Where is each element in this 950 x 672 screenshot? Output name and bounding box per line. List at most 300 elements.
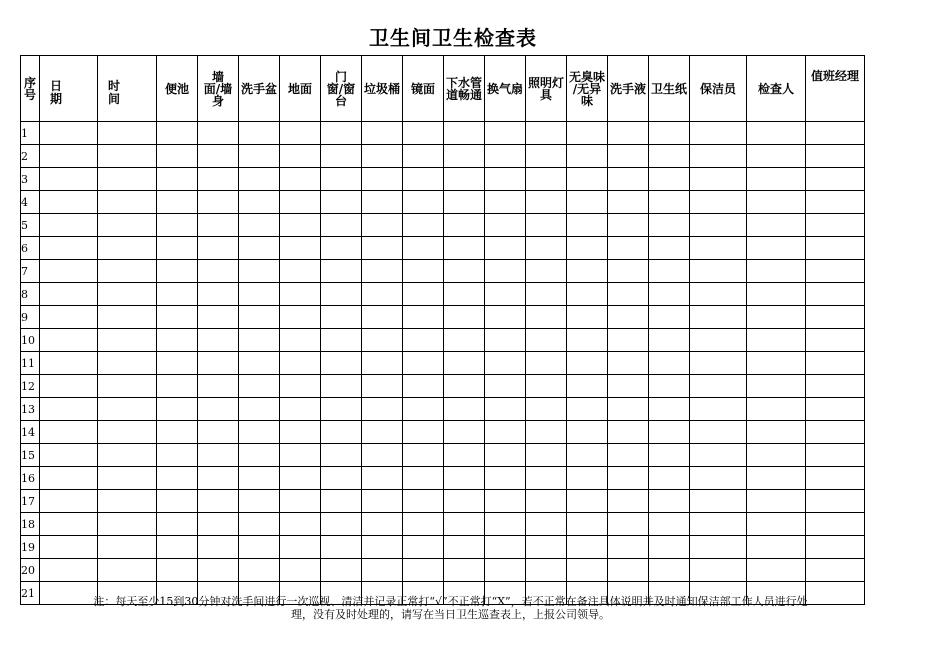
entry-cell[interactable] [98,145,157,168]
entry-cell[interactable] [362,352,403,375]
entry-cell[interactable] [806,306,865,329]
entry-cell[interactable] [567,490,608,513]
entry-cell[interactable] [526,467,567,490]
entry-cell[interactable] [608,329,649,352]
entry-cell[interactable] [40,375,98,398]
entry-cell[interactable] [526,214,567,237]
entry-cell[interactable] [239,306,280,329]
entry-cell[interactable] [321,191,362,214]
entry-cell[interactable] [98,329,157,352]
entry-cell[interactable] [198,306,239,329]
entry-cell[interactable] [321,306,362,329]
entry-cell[interactable] [239,467,280,490]
entry-cell[interactable] [690,145,747,168]
entry-cell[interactable] [806,375,865,398]
entry-cell[interactable] [40,536,98,559]
entry-cell[interactable] [649,191,690,214]
entry-cell[interactable] [567,260,608,283]
entry-cell[interactable] [280,214,321,237]
entry-cell[interactable] [690,191,747,214]
entry-cell[interactable] [98,559,157,582]
entry-cell[interactable] [40,306,98,329]
entry-cell[interactable] [198,398,239,421]
entry-cell[interactable] [567,168,608,191]
entry-cell[interactable] [403,329,444,352]
entry-cell[interactable] [608,490,649,513]
entry-cell[interactable] [280,329,321,352]
entry-cell[interactable] [239,145,280,168]
entry-cell[interactable] [280,398,321,421]
entry-cell[interactable] [806,191,865,214]
entry-cell[interactable] [280,421,321,444]
entry-cell[interactable] [321,168,362,191]
entry-cell[interactable] [239,260,280,283]
entry-cell[interactable] [649,145,690,168]
entry-cell[interactable] [485,306,526,329]
entry-cell[interactable] [526,191,567,214]
entry-cell[interactable] [649,329,690,352]
entry-cell[interactable] [362,260,403,283]
entry-cell[interactable] [239,398,280,421]
entry-cell[interactable] [690,559,747,582]
entry-cell[interactable] [403,306,444,329]
entry-cell[interactable] [526,329,567,352]
entry-cell[interactable] [239,513,280,536]
entry-cell[interactable] [444,168,485,191]
entry-cell[interactable] [198,145,239,168]
entry-cell[interactable] [157,444,198,467]
entry-cell[interactable] [157,536,198,559]
entry-cell[interactable] [280,191,321,214]
entry-cell[interactable] [806,122,865,145]
entry-cell[interactable] [198,329,239,352]
entry-cell[interactable] [321,444,362,467]
entry-cell[interactable] [806,444,865,467]
entry-cell[interactable] [362,122,403,145]
entry-cell[interactable] [403,352,444,375]
entry-cell[interactable] [98,283,157,306]
entry-cell[interactable] [362,559,403,582]
entry-cell[interactable] [198,260,239,283]
entry-cell[interactable] [690,444,747,467]
entry-cell[interactable] [747,214,806,237]
entry-cell[interactable] [806,260,865,283]
entry-cell[interactable] [280,352,321,375]
entry-cell[interactable] [280,260,321,283]
entry-cell[interactable] [403,191,444,214]
entry-cell[interactable] [157,375,198,398]
entry-cell[interactable] [98,375,157,398]
entry-cell[interactable] [362,490,403,513]
entry-cell[interactable] [403,237,444,260]
entry-cell[interactable] [239,122,280,145]
entry-cell[interactable] [806,283,865,306]
entry-cell[interactable] [321,145,362,168]
entry-cell[interactable] [608,513,649,536]
entry-cell[interactable] [98,306,157,329]
entry-cell[interactable] [98,237,157,260]
entry-cell[interactable] [362,398,403,421]
entry-cell[interactable] [526,237,567,260]
entry-cell[interactable] [403,467,444,490]
entry-cell[interactable] [608,352,649,375]
entry-cell[interactable] [567,283,608,306]
entry-cell[interactable] [98,168,157,191]
entry-cell[interactable] [567,536,608,559]
entry-cell[interactable] [526,559,567,582]
entry-cell[interactable] [321,559,362,582]
entry-cell[interactable] [485,329,526,352]
entry-cell[interactable] [747,329,806,352]
entry-cell[interactable] [485,536,526,559]
entry-cell[interactable] [157,559,198,582]
entry-cell[interactable] [362,444,403,467]
entry-cell[interactable] [485,352,526,375]
entry-cell[interactable] [649,559,690,582]
entry-cell[interactable] [40,490,98,513]
entry-cell[interactable] [239,214,280,237]
entry-cell[interactable] [403,168,444,191]
entry-cell[interactable] [690,352,747,375]
entry-cell[interactable] [239,490,280,513]
entry-cell[interactable] [485,260,526,283]
entry-cell[interactable] [40,352,98,375]
entry-cell[interactable] [485,122,526,145]
entry-cell[interactable] [321,490,362,513]
entry-cell[interactable] [485,375,526,398]
entry-cell[interactable] [649,214,690,237]
entry-cell[interactable] [280,536,321,559]
entry-cell[interactable] [403,444,444,467]
entry-cell[interactable] [485,421,526,444]
entry-cell[interactable] [362,536,403,559]
entry-cell[interactable] [747,421,806,444]
entry-cell[interactable] [40,145,98,168]
entry-cell[interactable] [280,237,321,260]
entry-cell[interactable] [40,559,98,582]
entry-cell[interactable] [239,352,280,375]
entry-cell[interactable] [485,145,526,168]
entry-cell[interactable] [98,122,157,145]
entry-cell[interactable] [403,559,444,582]
entry-cell[interactable] [321,352,362,375]
entry-cell[interactable] [747,168,806,191]
entry-cell[interactable] [198,237,239,260]
entry-cell[interactable] [321,122,362,145]
entry-cell[interactable] [608,444,649,467]
entry-cell[interactable] [403,421,444,444]
entry-cell[interactable] [690,283,747,306]
entry-cell[interactable] [280,513,321,536]
entry-cell[interactable] [747,260,806,283]
entry-cell[interactable] [362,329,403,352]
entry-cell[interactable] [198,444,239,467]
entry-cell[interactable] [608,467,649,490]
entry-cell[interactable] [690,306,747,329]
entry-cell[interactable] [157,329,198,352]
entry-cell[interactable] [403,375,444,398]
entry-cell[interactable] [157,168,198,191]
entry-cell[interactable] [157,260,198,283]
entry-cell[interactable] [806,329,865,352]
entry-cell[interactable] [157,214,198,237]
entry-cell[interactable] [198,421,239,444]
entry-cell[interactable] [526,398,567,421]
entry-cell[interactable] [321,237,362,260]
entry-cell[interactable] [321,467,362,490]
entry-cell[interactable] [567,559,608,582]
entry-cell[interactable] [98,536,157,559]
entry-cell[interactable] [362,145,403,168]
entry-cell[interactable] [747,122,806,145]
entry-cell[interactable] [747,306,806,329]
entry-cell[interactable] [649,398,690,421]
entry-cell[interactable] [608,168,649,191]
entry-cell[interactable] [157,306,198,329]
entry-cell[interactable] [608,122,649,145]
entry-cell[interactable] [362,306,403,329]
entry-cell[interactable] [239,237,280,260]
entry-cell[interactable] [690,329,747,352]
entry-cell[interactable] [806,168,865,191]
entry-cell[interactable] [98,513,157,536]
entry-cell[interactable] [567,329,608,352]
entry-cell[interactable] [608,421,649,444]
entry-cell[interactable] [806,559,865,582]
entry-cell[interactable] [485,559,526,582]
entry-cell[interactable] [690,536,747,559]
entry-cell[interactable] [526,145,567,168]
entry-cell[interactable] [403,122,444,145]
entry-cell[interactable] [690,260,747,283]
entry-cell[interactable] [321,398,362,421]
entry-cell[interactable] [280,122,321,145]
entry-cell[interactable] [321,214,362,237]
entry-cell[interactable] [567,145,608,168]
entry-cell[interactable] [40,421,98,444]
entry-cell[interactable] [485,283,526,306]
entry-cell[interactable] [485,444,526,467]
entry-cell[interactable] [198,352,239,375]
entry-cell[interactable] [649,421,690,444]
entry-cell[interactable] [567,191,608,214]
entry-cell[interactable] [198,559,239,582]
entry-cell[interactable] [444,375,485,398]
entry-cell[interactable] [526,444,567,467]
entry-cell[interactable] [747,536,806,559]
entry-cell[interactable] [649,122,690,145]
entry-cell[interactable] [649,467,690,490]
entry-cell[interactable] [747,513,806,536]
entry-cell[interactable] [198,214,239,237]
entry-cell[interactable] [526,122,567,145]
entry-cell[interactable] [239,444,280,467]
entry-cell[interactable] [444,490,485,513]
entry-cell[interactable] [321,421,362,444]
entry-cell[interactable] [485,214,526,237]
entry-cell[interactable] [280,559,321,582]
entry-cell[interactable] [321,283,362,306]
entry-cell[interactable] [806,352,865,375]
entry-cell[interactable] [747,490,806,513]
entry-cell[interactable] [403,490,444,513]
entry-cell[interactable] [239,536,280,559]
entry-cell[interactable] [362,421,403,444]
entry-cell[interactable] [444,559,485,582]
entry-cell[interactable] [321,375,362,398]
entry-cell[interactable] [280,375,321,398]
entry-cell[interactable] [747,375,806,398]
entry-cell[interactable] [806,145,865,168]
entry-cell[interactable] [567,214,608,237]
entry-cell[interactable] [690,398,747,421]
entry-cell[interactable] [98,490,157,513]
entry-cell[interactable] [98,191,157,214]
entry-cell[interactable] [444,536,485,559]
entry-cell[interactable] [403,536,444,559]
entry-cell[interactable] [649,513,690,536]
entry-cell[interactable] [239,283,280,306]
entry-cell[interactable] [40,329,98,352]
entry-cell[interactable] [198,191,239,214]
entry-cell[interactable] [526,536,567,559]
entry-cell[interactable] [40,168,98,191]
entry-cell[interactable] [98,398,157,421]
entry-cell[interactable] [40,513,98,536]
entry-cell[interactable] [444,444,485,467]
entry-cell[interactable] [485,168,526,191]
entry-cell[interactable] [806,490,865,513]
entry-cell[interactable] [280,306,321,329]
entry-cell[interactable] [239,559,280,582]
entry-cell[interactable] [806,467,865,490]
entry-cell[interactable] [747,283,806,306]
entry-cell[interactable] [157,122,198,145]
entry-cell[interactable] [485,237,526,260]
entry-cell[interactable] [444,398,485,421]
entry-cell[interactable] [239,168,280,191]
entry-cell[interactable] [747,191,806,214]
entry-cell[interactable] [239,329,280,352]
entry-cell[interactable] [98,352,157,375]
entry-cell[interactable] [608,145,649,168]
entry-cell[interactable] [444,122,485,145]
entry-cell[interactable] [608,214,649,237]
entry-cell[interactable] [649,237,690,260]
entry-cell[interactable] [608,375,649,398]
entry-cell[interactable] [98,444,157,467]
entry-cell[interactable] [567,513,608,536]
entry-cell[interactable] [649,536,690,559]
entry-cell[interactable] [649,352,690,375]
entry-cell[interactable] [567,444,608,467]
entry-cell[interactable] [98,214,157,237]
entry-cell[interactable] [649,490,690,513]
entry-cell[interactable] [403,398,444,421]
entry-cell[interactable] [280,168,321,191]
entry-cell[interactable] [362,513,403,536]
entry-cell[interactable] [403,513,444,536]
entry-cell[interactable] [485,191,526,214]
entry-cell[interactable] [485,513,526,536]
entry-cell[interactable] [40,398,98,421]
entry-cell[interactable] [747,467,806,490]
entry-cell[interactable] [690,490,747,513]
entry-cell[interactable] [444,306,485,329]
entry-cell[interactable] [649,306,690,329]
entry-cell[interactable] [362,467,403,490]
entry-cell[interactable] [649,444,690,467]
entry-cell[interactable] [690,214,747,237]
entry-cell[interactable] [806,536,865,559]
entry-cell[interactable] [649,168,690,191]
entry-cell[interactable] [806,421,865,444]
entry-cell[interactable] [444,421,485,444]
entry-cell[interactable] [608,283,649,306]
entry-cell[interactable] [649,283,690,306]
entry-cell[interactable] [608,536,649,559]
entry-cell[interactable] [321,536,362,559]
entry-cell[interactable] [526,490,567,513]
entry-cell[interactable] [198,536,239,559]
entry-cell[interactable] [362,168,403,191]
entry-cell[interactable] [608,260,649,283]
entry-cell[interactable] [40,191,98,214]
entry-cell[interactable] [444,513,485,536]
entry-cell[interactable] [403,283,444,306]
entry-cell[interactable] [747,559,806,582]
entry-cell[interactable] [444,352,485,375]
entry-cell[interactable] [747,145,806,168]
entry-cell[interactable] [40,283,98,306]
entry-cell[interactable] [403,214,444,237]
entry-cell[interactable] [157,191,198,214]
entry-cell[interactable] [157,145,198,168]
entry-cell[interactable] [40,444,98,467]
entry-cell[interactable] [567,352,608,375]
entry-cell[interactable] [198,490,239,513]
entry-cell[interactable] [567,467,608,490]
entry-cell[interactable] [157,421,198,444]
entry-cell[interactable] [157,490,198,513]
entry-cell[interactable] [157,237,198,260]
entry-cell[interactable] [198,375,239,398]
entry-cell[interactable] [198,467,239,490]
entry-cell[interactable] [485,490,526,513]
entry-cell[interactable] [98,467,157,490]
entry-cell[interactable] [444,283,485,306]
entry-cell[interactable] [444,145,485,168]
entry-cell[interactable] [806,513,865,536]
entry-cell[interactable] [403,260,444,283]
entry-cell[interactable] [567,122,608,145]
entry-cell[interactable] [40,122,98,145]
entry-cell[interactable] [747,237,806,260]
entry-cell[interactable] [608,398,649,421]
entry-cell[interactable] [747,444,806,467]
entry-cell[interactable] [444,191,485,214]
entry-cell[interactable] [649,260,690,283]
entry-cell[interactable] [444,237,485,260]
entry-cell[interactable] [526,513,567,536]
entry-cell[interactable] [198,513,239,536]
entry-cell[interactable] [362,237,403,260]
entry-cell[interactable] [608,237,649,260]
entry-cell[interactable] [526,421,567,444]
entry-cell[interactable] [98,260,157,283]
entry-cell[interactable] [567,421,608,444]
entry-cell[interactable] [198,122,239,145]
